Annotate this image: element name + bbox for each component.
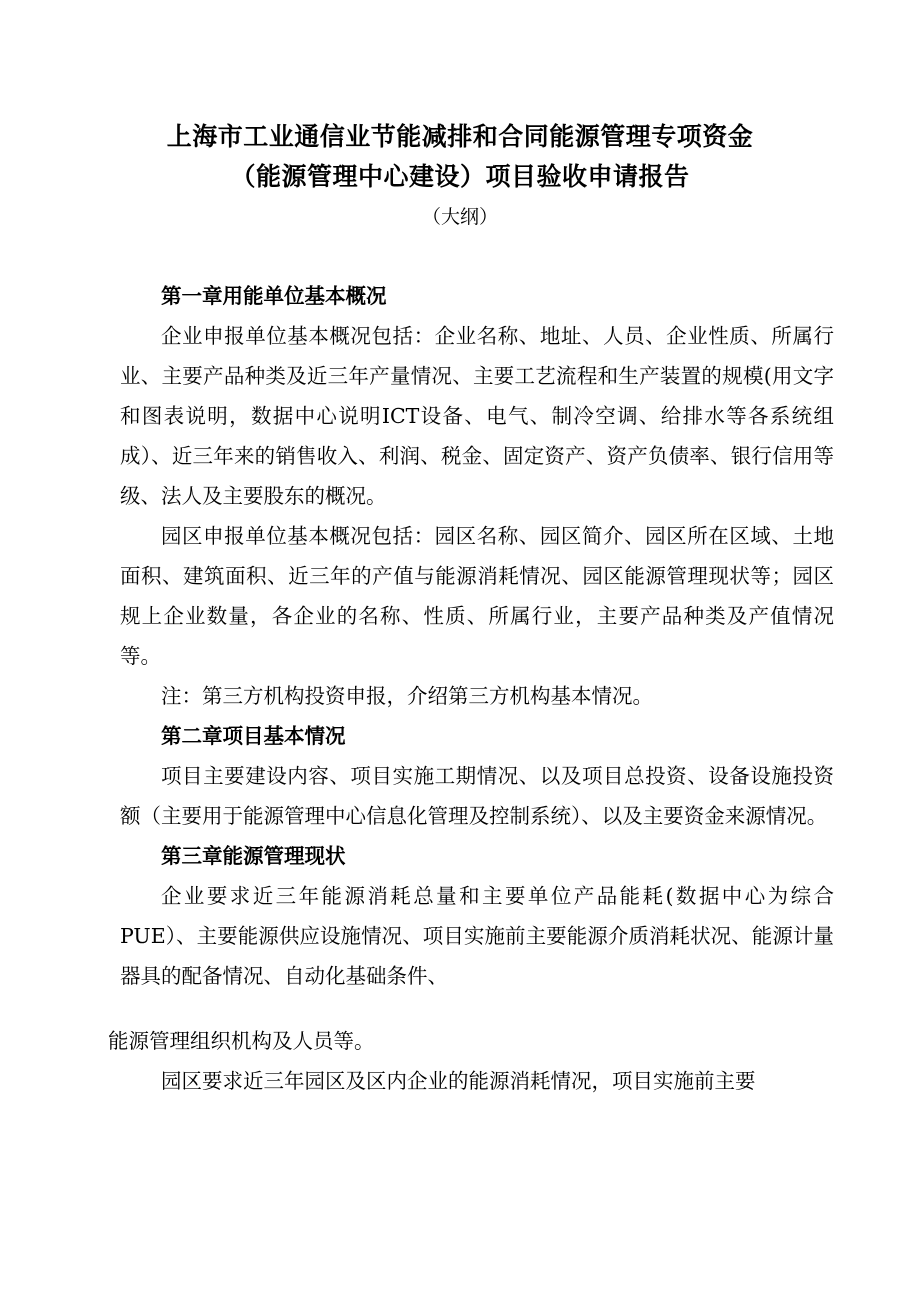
- chapter-3-paragraph-1-continued: 能源管理组织机构及人员等。: [108, 1029, 375, 1053]
- chapter-1-note: 注：第三方机构投资申报，介绍第三方机构基本情况。: [161, 684, 653, 708]
- chapter-3-paragraph-1: 企业要求近三年能源消耗总量和主要单位产品能耗(数据中心为综合PUE）、主要能源供应设施情况、项目实施前主要能源介质消耗状况、能源计量器具的配备情况、自动化基础条件、: [120, 884, 834, 988]
- chapter-1-heading: 第一章用能单位基本概况: [161, 284, 387, 308]
- chapter-2-paragraph-1: 项目主要建设内容、项目实施工期情况、以及项目总投资、设备设施投资额（主要用于能源管理中心信息化管理及控制系统）、以及主要资金来源情况。: [120, 764, 834, 828]
- document-body: [108, 276, 834, 1101]
- chapter-2-heading: 第二章项目基本情况: [161, 724, 346, 748]
- subtitle: （大纲）: [421, 206, 498, 228]
- title-line-1: 上海市工业通信业节能减排和合同能源管理专项资金: [166, 122, 754, 151]
- chapter-1-paragraph-1: 企业申报单位基本概况包括：企业名称、地址、人员、企业性质、所属行业、主要产品种类及近三年产量情况、主要工艺流程和生产装置的规模(用文字和图表说明，数据中心说明ICT设备、电气、制冷空调、给排水等各系统组成）、近三年来的销售收入、利润、税金、固定资产、资产负债率、银行信用等级、法人及主要股东的概况。: [120, 324, 834, 508]
- chapter-3-paragraph-2: 园区要求近三年园区及区内企业的能源消耗情况，项目实施前主要: [161, 1069, 756, 1093]
- chapter-3-heading: 第三章能源管理现状: [161, 844, 346, 868]
- title-line-2: （能源管理中心建设）项目验收申请报告: [230, 162, 690, 191]
- chapter-1-paragraph-2: 园区申报单位基本概况包括：园区名称、园区简介、园区所在区域、土地面积、建筑面积、近三年的产值与能源消耗情况、园区能源管理现状等；园区规上企业数量，各企业的名称、性质、所属行业，主要产品种类及产值情况等。: [120, 524, 834, 668]
